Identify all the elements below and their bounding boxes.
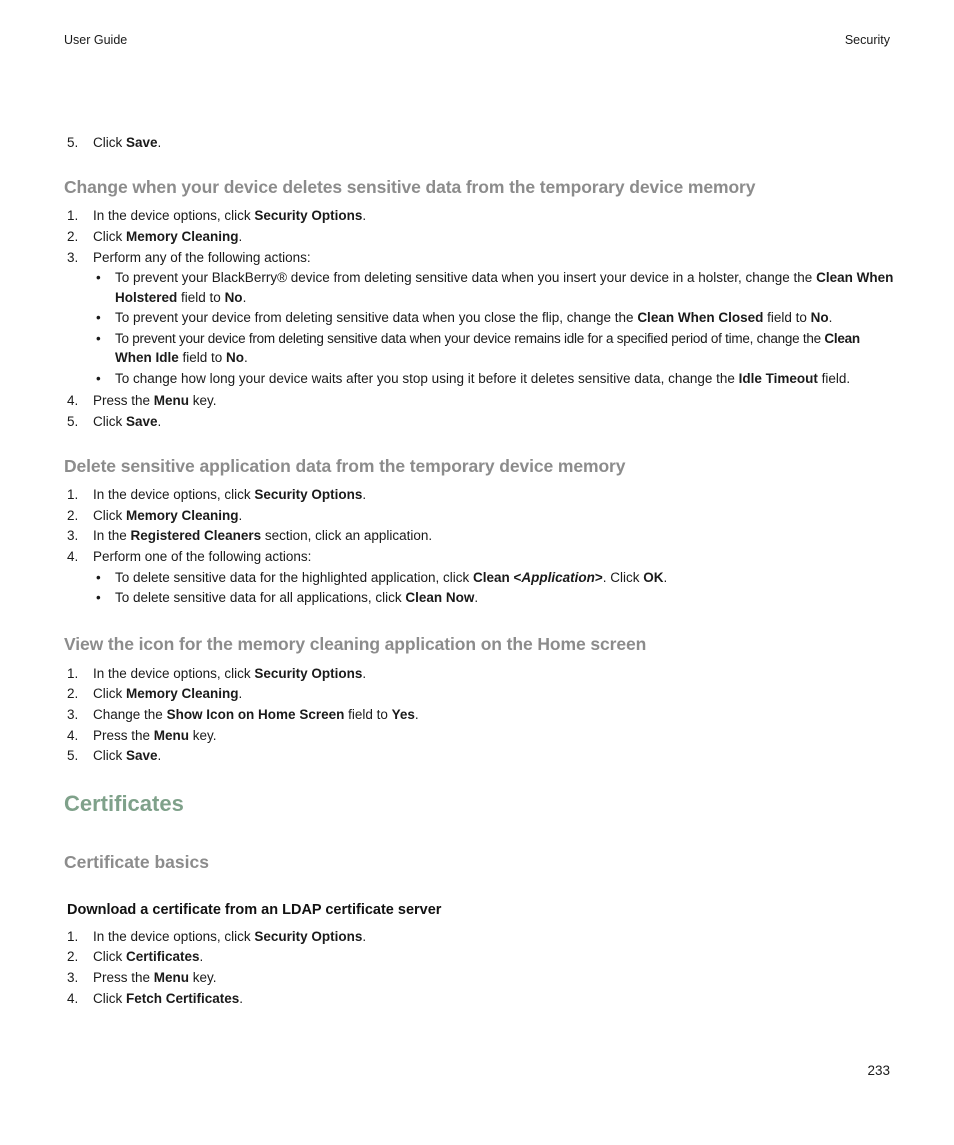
step-text: Change the Show Icon on Home Screen field to Yes. — [93, 707, 419, 722]
step-number: 4. — [67, 991, 79, 1006]
step-number: 1. — [67, 929, 79, 944]
bullet-text: To change how long your device waits after you stop using it before it deletes sensitive data, change the Idle Timeout field. — [115, 371, 851, 386]
bullet-icon: • — [96, 331, 101, 346]
step-text: Click Memory Cleaning. — [93, 508, 243, 523]
bullet-text: Holstered field to No. — [115, 290, 247, 305]
step-number: 3. — [67, 707, 79, 722]
step-text: Click Fetch Certificates. — [93, 991, 244, 1006]
step-text: In the device options, click Security Options. — [93, 487, 367, 502]
step-number: 2. — [67, 949, 79, 964]
step-text: Click Save. — [93, 748, 162, 763]
bullet-text: To delete sensitive data for the highlighted application, click Clean <Application>. Click OK. — [115, 570, 668, 585]
bullet-icon: • — [96, 590, 101, 605]
step-text: In the device options, click Security Options. — [93, 208, 367, 223]
section-heading: View the icon for the memory cleaning application on the Home screen — [64, 634, 647, 654]
step-text: In the device options, click Security Options. — [93, 666, 367, 681]
step-number: 1. — [67, 666, 79, 681]
task-heading: Download a certificate from an LDAP certificate server — [67, 902, 442, 918]
step-number: 4. — [67, 393, 79, 408]
bullet-text: To prevent your device from deleting sensitive data when your device remains idle for a specified period of time, change the Clean — [115, 331, 860, 346]
bullet-text: To delete sensitive data for all applications, click Clean Now. — [115, 590, 479, 605]
bullet-text: To prevent your BlackBerry® device from deleting sensitive data when you insert your device in a holster, change the Clean When — [115, 270, 894, 285]
step-text: Perform any of the following actions: — [93, 250, 311, 265]
step-text: Click Memory Cleaning. — [93, 229, 243, 244]
step-number: 4. — [67, 549, 79, 564]
step-text: Click Memory Cleaning. — [93, 686, 243, 701]
step-number: 5. — [67, 748, 79, 763]
section-heading: Delete sensitive application data from the temporary device memory — [64, 456, 626, 476]
section-heading: Change when your device deletes sensitive data from the temporary device memory — [64, 177, 756, 197]
step-text: Press the Menu key. — [93, 970, 217, 985]
step-text: Perform one of the following actions: — [93, 549, 312, 564]
bullet-text: To prevent your device from deleting sensitive data when you close the flip, change the Clean When Closed field to No. — [115, 310, 833, 325]
running-header-title: User Guide — [64, 33, 128, 47]
step-number: 4. — [67, 728, 79, 743]
bullet-text: When Idle field to No. — [115, 350, 248, 365]
step-text: Click Save. — [93, 135, 162, 150]
bullet-icon: • — [96, 310, 101, 325]
step-number: 5. — [67, 414, 79, 429]
bullet-icon: • — [96, 371, 101, 386]
step-number: 2. — [67, 229, 79, 244]
subsection-heading: Certificate basics — [64, 852, 209, 872]
step-number: 5. — [67, 135, 79, 150]
step-number: 1. — [67, 208, 79, 223]
step-text: Click Save. — [93, 414, 162, 429]
step-text: Click Certificates. — [93, 949, 204, 964]
page-number: 233 — [867, 1063, 890, 1078]
running-header-section: Security — [844, 33, 890, 47]
step-number: 3. — [67, 970, 79, 985]
step-text: Press the Menu key. — [93, 393, 217, 408]
chapter-heading: Certificates — [64, 791, 184, 816]
step-number: 2. — [67, 508, 79, 523]
step-number: 2. — [67, 686, 79, 701]
step-number: 1. — [67, 487, 79, 502]
bullet-icon: • — [96, 570, 101, 585]
bullet-icon: • — [96, 270, 101, 285]
step-text: In the device options, click Security Options. — [93, 929, 367, 944]
step-text: Press the Menu key. — [93, 728, 217, 743]
step-number: 3. — [67, 250, 79, 265]
step-text: In the Registered Cleaners section, click an application. — [93, 528, 433, 543]
step-number: 3. — [67, 528, 79, 543]
